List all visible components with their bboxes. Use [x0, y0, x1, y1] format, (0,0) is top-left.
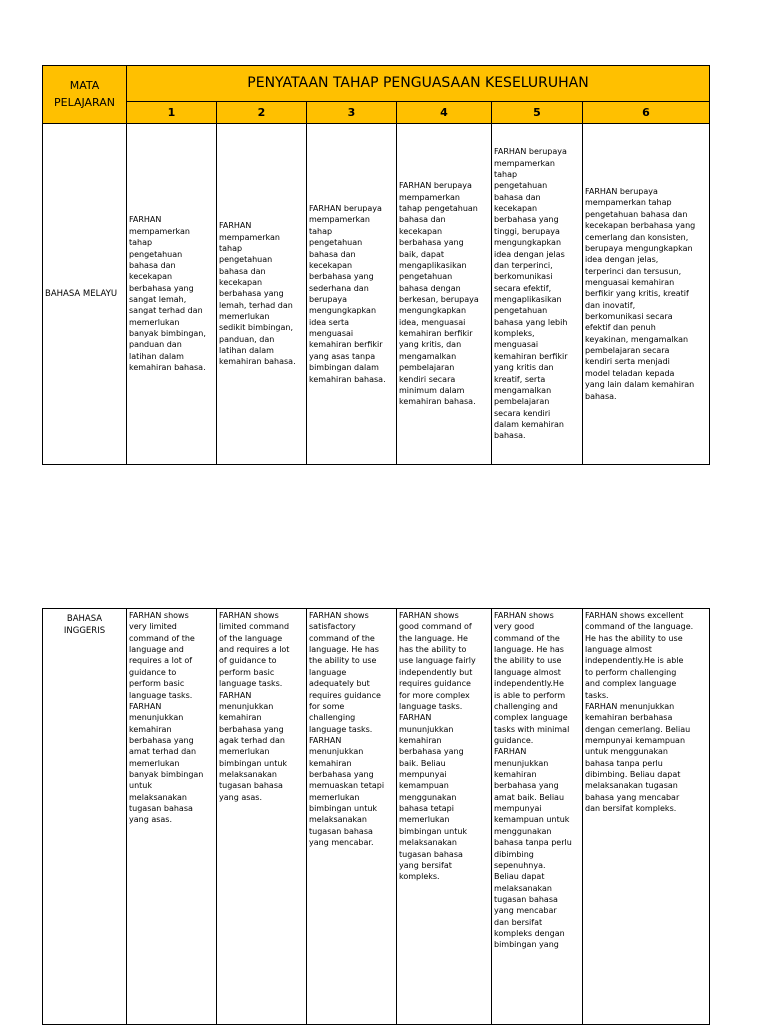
level-1-description: FARHAN mempamerkan tahap pengetahuan bahasa dan kecekapan berbahasa yang sangat lemah, sangat terhad dan memerlukan banyak bimbingan, panduan dan latihan dalam kemahiran bahasa. — [127, 124, 217, 465]
mata-pelajaran-header: MATA PELAJARAN — [43, 66, 127, 124]
level-4-description: FARHAN berupaya mempamerkan tahap pengetahuan bahasa dan kecekapan berbahasa yang baik, dapat mengaplikasikan pengetahuan bahasa dengan berkesan, berupaya mengungkapkan idea, menguasai kemahiran berfikir yang kritis, dan mengamalkan pembelajaran kendiri secara minimum dalam kemahiran bahasa. — [397, 124, 492, 465]
level-4-description: FARHAN shows good command of the language. He has the ability to use language fairly independently but requires guidance for more complex language tasks. FARHAN mununjukkan kemahiran berbahasa yang baik. Beliau mempunyai kemampuan menggunakan bahasa tetapi memerlukan bimbingan untuk melaksanakan tugasan bahasa yang bersifat kompleks. — [397, 609, 492, 1025]
level-3-description: FARHAN berupaya mempamerkan tahap pengetahuan bahasa dan kecekapan berbahasa yang sederhana dan berupaya mengungkapkan idea serta menguasai kemahiran berfikir yang asas tanpa bimbingan dalam kemahiran bahasa. — [307, 124, 397, 465]
competency-table-bi — [42, 608, 710, 1025]
level-header-1: 1 — [127, 102, 217, 124]
competency-table-bm — [42, 65, 710, 465]
level-header-3: 3 — [307, 102, 397, 124]
level-6-description: FARHAN berupaya mempamerkan tahap pengetahuan bahasa dan kecekapan berbahasa yang cemerlang dan konsisten, berupaya mengungkapkan idea dengan jelas, terperinci dan tersusun, menguasai kemahiran berfikir yang kritis, kreatif dan inovatif, berkomunikasi secara efektif dan penuh keyakinan, mengamalkan pembelajaran secara kendiri serta menjadi model teladan kepada yang lain dalam kemahiran bahasa. — [583, 124, 710, 465]
level-header-5: 5 — [492, 102, 583, 124]
level-header-2: 2 — [217, 102, 307, 124]
level-header-6: 6 — [583, 102, 710, 124]
level-2-description: FARHAN shows limited command of the language and requires a lot of guidance to perform basic language tasks. FARHAN menunjukkan kemahiran berbahasa yang agak terhad dan memerlukan bimbingan untuk melaksanakan tugasan bahasa yang asas. — [217, 609, 307, 1025]
level-6-description: FARHAN shows excellent command of the language. He has the ability to use language almost independently.He is able to perform challenging and complex language tasks. FARHAN menunjukkan kemahiran berbahasa dengan cemerlang. Beliau mempunyai kemampuan untuk menggunakan bahasa tanpa perlu dibimbing. Beliau dapat melaksanakan tugasan bahasa yang mencabar dan bersifat kompleks. — [583, 609, 710, 1025]
table-row — [43, 609, 710, 1025]
table-title: PENYATAAN TAHAP PENGUASAAN KESELURUHAN — [127, 66, 710, 102]
level-2-description: FARHAN mempamerkan tahap pengetahuan bahasa dan kecekapan berbahasa yang lemah, terhad dan memerlukan sedikit bimbingan, panduan, dan latihan dalam kemahiran bahasa. — [217, 124, 307, 465]
level-3-description: FARHAN shows satisfactory command of the language. He has the ability to use language adequately but requires guidance for some challenging language tasks. FARHAN menunjukkan kemahiran berbahasa yang memuaskan tetapi memerlukan bimbingan untuk melaksanakan tugasan bahasa yang mencabar. — [307, 609, 397, 1025]
subject-cell: BAHASA MELAYU — [43, 124, 127, 465]
level-header-4: 4 — [397, 102, 492, 124]
level-5-description: FARHAN berupaya mempamerkan tahap pengetahuan bahasa dan kecekapan berbahasa yang tinggi, berupaya mengungkapkan idea dengan jelas dan terperinci, berkomunikasi secara efektif, mengaplikasikan pengetahuan bahasa yang lebih kompleks, menguasai kemahiran berfikir yang kritis dan kreatif, serta mengamalkan pembelajaran secara kendiri dalam kemahiran bahasa. — [492, 124, 583, 465]
table-row — [43, 124, 710, 465]
level-5-description: FARHAN shows very good command of the language. He has the ability to use language almost independently.He is able to perform challenging and complex language tasks with minimal guidance. FARHAN menunjukkan kemahiran berbahasa yang amat baik. Beliau mempunyai kemampuan untuk menggunakan bahasa tanpa perlu dibimbing sepenuhnya. Beliau dapat melaksanakan tugasan bahasa yang mencabar dan bersifat kompleks dengan bimbingan yang — [492, 609, 583, 1025]
subject-cell: BAHASA INGGERIS — [43, 609, 127, 1025]
level-1-description: FARHAN shows very limited command of the language and requires a lot of guidance to perform basic language tasks. FARHAN menunjukkan kemahiran berbahasa yang amat terhad dan memerlukan banyak bimbingan untuk melaksanakan tugasan bahasa yang asas. — [127, 609, 217, 1025]
